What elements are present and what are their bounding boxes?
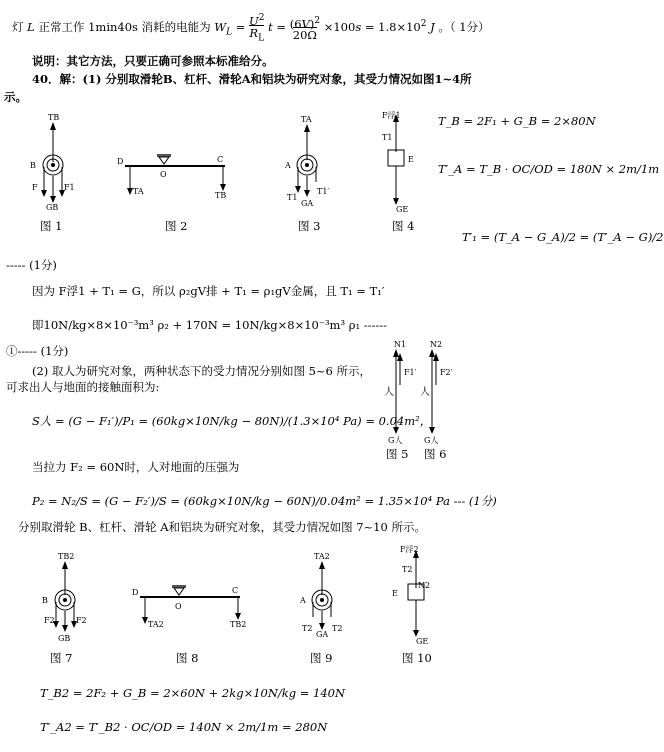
label-d: D (117, 157, 124, 166)
contact-area-eq: S人 = (G − F₁′)/P₁ = (60kg×10N/kg − 80N)/(1.3×10⁴ Pa) = 0.04m²， (32, 414, 432, 428)
label-t1p: T1′ (317, 187, 330, 196)
eq-ta2-prime: T′_A2 = T′_B2 · OC/OD = 140N × 2m/1m = 280N (40, 720, 328, 734)
fig7-caption: 图 7 (50, 651, 73, 665)
pressure-intro: 当拉力 F₂ = 60N时，人对地面的压强为 (32, 460, 240, 474)
label-t1-fig4: T1 (382, 133, 393, 142)
figure-10-block-e (392, 545, 448, 648)
figure-8-lever (130, 585, 250, 635)
label-ga9: GA (316, 630, 329, 639)
fig5-caption: 图 5 (386, 447, 409, 461)
figure-6-person (420, 340, 460, 445)
label-ta-up: TA (301, 115, 312, 124)
label-tb2-lever: TB2 (230, 620, 247, 629)
buoyancy-line: 因为 F浮1 + T₁ = G，所以 ρ₂gV排 + T₁ = ρ₁gV金属，且 T₁ = T₁′ (32, 284, 385, 298)
label-tb: TB (48, 113, 60, 122)
label-gb: GB (46, 203, 59, 212)
contact-area-intro: 可求出人与地面的接触面积为: (6, 380, 160, 394)
label-o8: O (175, 602, 182, 611)
fig3-caption: 图 3 (298, 219, 321, 233)
label-e10: E (392, 589, 398, 598)
figure-3-pulley-a (285, 115, 335, 210)
figs-7-10-intro: 分别取滑轮 B、杠杆、滑轮 A和铝块为研究对象，其受力情况如图 7~10 所示。 (18, 520, 426, 534)
label-o: O (160, 170, 167, 179)
label-gb7: GB (58, 634, 71, 643)
part-2-intro: (2) 取人为研究对象，两种状态下的受力情况分别如图 5~6 所示， (32, 364, 372, 378)
label-tb2: TB2 (58, 552, 75, 561)
label-ta: TA (133, 187, 144, 196)
label-ga: GA (301, 199, 314, 208)
question-40-title: 40．解：(1) 分别取滑轮B、杠杆、滑轮A和铝块为研究对象，其受力情况如图1~4所 (32, 72, 472, 86)
score-1: ----- (1分) (6, 258, 57, 272)
label-d8: D (132, 588, 139, 597)
equation-one: 即10N/kg×8×10⁻³m³ ρ₂ + 170N = 10N/kg×8×10⁻³m³ ρ₁ ------ (32, 318, 388, 332)
figure-4-block-e (378, 112, 428, 212)
pressure-eq: P₂ = N₂/S = (G − F₂′)/S = (60kg×10N/kg − 60N)/0.04m² = 1.35×10⁴ Pa --- (1分) (32, 494, 497, 508)
fig8-caption: 图 8 (176, 651, 199, 665)
note-line: 说明：其它方法，只要正确可参照本标准给分。 (32, 54, 274, 68)
fig1-caption: 图 1 (40, 219, 63, 233)
label-f1: F1 (64, 183, 75, 192)
label-t2-fig10: T2 (402, 565, 413, 574)
label-b: B (30, 161, 36, 170)
label-ge10: GE (416, 637, 429, 646)
score-2: ①----- (1分) (6, 344, 69, 358)
figure-9-pulley-a (300, 552, 350, 645)
label-b7: B (42, 596, 48, 605)
label-g-ren5: G人 (388, 436, 403, 445)
eq-tb2: T_B2 = 2F₂ + G_B = 2×60N + 2kg×10N/kg = 140N (40, 686, 346, 700)
label-t1: T1 (287, 193, 298, 202)
label-f: F (32, 183, 38, 192)
label-t2b: T2 (332, 624, 343, 633)
question-40-cont: 示。 (4, 90, 27, 104)
label-c8: C (232, 586, 239, 595)
label-ren6: 人 (420, 387, 430, 398)
energy-line: 灯 L 正常工作 1min40s 消耗的电能为 $W_L = U^2$ $R_L$ $t = (6V)^2$ $20\Omega \times 100s = 1.8\times 10^2$ J 。（ 1分） (12, 13, 490, 44)
fig10-caption: 图 10 (402, 651, 432, 665)
figure-1-pulley-b (28, 110, 78, 210)
fig4-caption: 图 4 (392, 219, 415, 233)
label-n2-fig10: N2 (418, 581, 431, 590)
label-ffu1: F浮1 (382, 111, 401, 120)
fig2-caption: 图 2 (165, 219, 188, 233)
label-g-ren6: G人 (424, 436, 439, 445)
fig9-caption: 图 9 (310, 651, 333, 665)
label-ta2-up: TA2 (314, 552, 330, 561)
label-f1p: F1′ (404, 368, 417, 377)
eq-tb: T_B = 2F₁ + G_B = 2×80N (438, 114, 596, 128)
label-e: E (408, 155, 414, 164)
label-f2p: F2′ (440, 368, 453, 377)
label-t2a: T2 (302, 624, 313, 633)
label-ffu2: F浮2 (400, 545, 419, 554)
label-a9: A (300, 596, 306, 605)
label-f2b: F2 (76, 616, 87, 625)
label-n1: N1 (394, 340, 407, 349)
label-ge: GE (396, 205, 409, 214)
fig6-caption: 图 6 (424, 447, 447, 461)
label-ta2: TA2 (148, 620, 164, 629)
label-a: A (285, 161, 291, 170)
figure-2-lever (115, 150, 235, 200)
eq-t1-prime: T′₁ = (T_A − G_A)/2 = (T′_A − G)/2 (462, 230, 664, 244)
figure-7-pulley-b (40, 552, 90, 645)
label-tb-lever: TB (215, 191, 227, 200)
label-c: C (217, 155, 224, 164)
eq-ta-prime: T′_A = T_B · OC/OD = 180N × 2m/1m (438, 162, 660, 176)
label-f2a: F2 (44, 616, 55, 625)
figure-5-person (384, 340, 424, 445)
label-n2: N2 (430, 340, 443, 349)
label-ren5: 人 (384, 387, 394, 398)
